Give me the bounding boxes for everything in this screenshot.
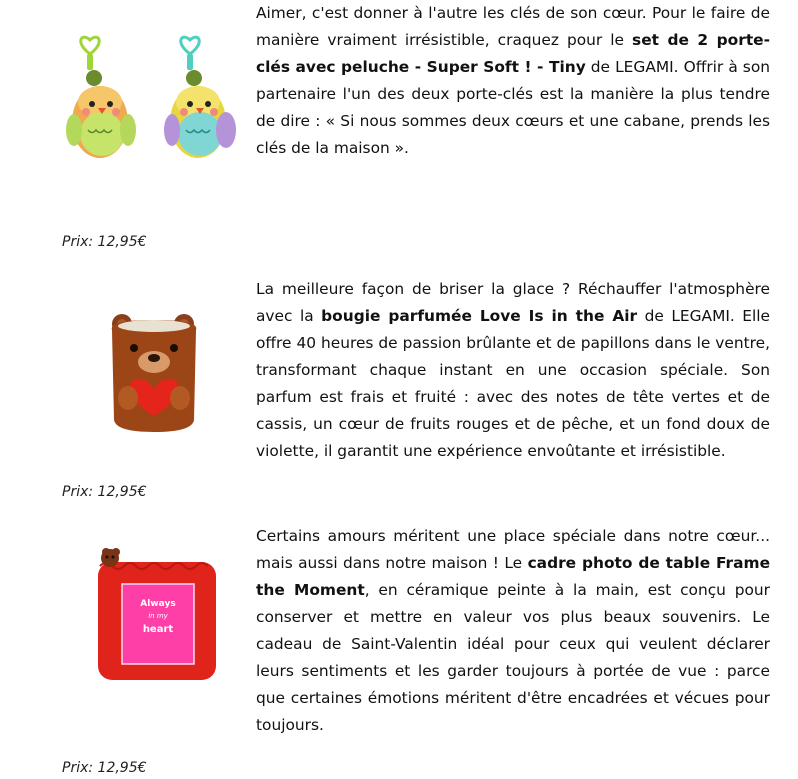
- product-price: Prix: 12,95€: [62, 760, 147, 776]
- frame-text-line2: in my: [148, 612, 168, 620]
- parrot-plush-keychains-icon: [60, 30, 250, 180]
- bear-candle-icon: [60, 310, 250, 440]
- product-description: [256, 523, 770, 739]
- product-description: [256, 276, 770, 465]
- product-price: Prix: 12,95€: [62, 484, 147, 500]
- photo-frame-icon: [60, 548, 250, 688]
- description-text: de LEGAMI. Offrir à son partenaire l'un des deux porte-clés est la manière la plus tendre de dire : « Si nous sommes deux cœurs et une cabane, prends les clés de la maison ».: [256, 58, 770, 157]
- frame-text-line1: Always: [140, 599, 176, 609]
- description-text: Aimer, c'est donner à l'autre les clés de son cœur. Pour le faire de manière vraiment irrésistible, craquez pour le: [256, 4, 770, 49]
- product-image-frame[interactable]: [60, 548, 250, 688]
- product-image-keychains[interactable]: [60, 30, 250, 180]
- product-image-candle[interactable]: [60, 310, 250, 440]
- description-text: de LEGAMI. Elle offre 40 heures de passion brûlante et de papillons dans le ventre, transformant chaque instant en une occasion spéciale. Son parfum est frais et fruité : avec des notes de tête vertes et de cassis, un cœur de fruits rouges et de pêche, et un fond doux de violette, il garantit une expérience envoûtante et irrésistible.: [256, 307, 770, 460]
- product-description: [256, 0, 770, 162]
- product-name: set de 2 porte-clés avec peluche - Super Soft ! - Tiny: [256, 31, 770, 76]
- product-price: Prix: 12,95€: [62, 234, 147, 250]
- product-name: bougie parfumée Love Is in the Air: [321, 307, 638, 325]
- product-name: cadre photo de table Frame the Moment: [256, 554, 771, 599]
- frame-text-line3: heart: [142, 624, 174, 635]
- description-text: La meilleure façon de briser la glace ? Réchauffer l'atmosphère avec la: [256, 280, 770, 325]
- description-text: , en céramique peinte à la main, est conçu pour conserver et mettre en valeur vos plus beaux souvenirs. Le cadeau de Saint-Valentin idéal pour ceux qui veulent déclarer leurs sentiments et les garder toujours à portée de vue : parce que certaines émotions méritent d'être encadrées et vécues pour toujours.: [256, 581, 770, 734]
- description-text: Certains amours méritent une place spéciale dans notre cœur... mais aussi dans notre maison ! Le: [256, 527, 770, 572]
